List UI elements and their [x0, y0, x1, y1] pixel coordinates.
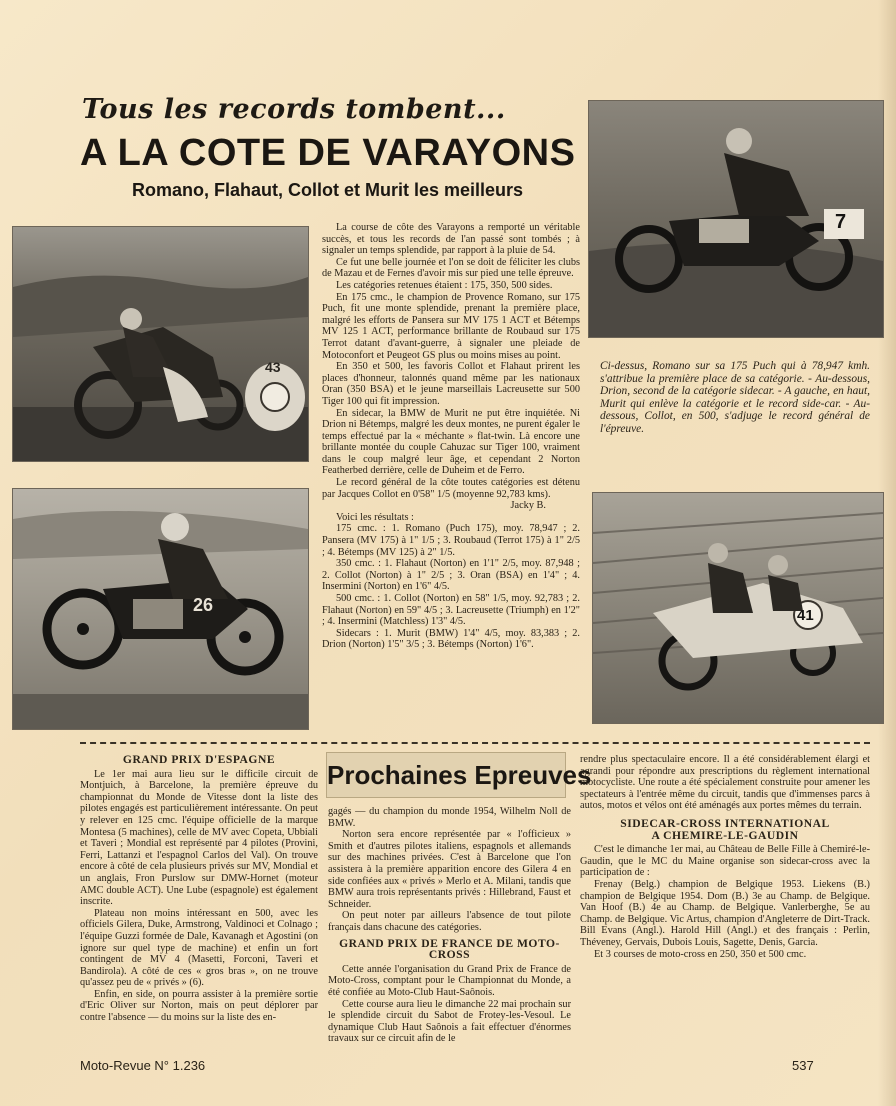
photo-sidecar-drion	[592, 492, 884, 724]
gp-france-paragraph: Cette année l'organisation du Grand Prix de France de Moto-Cross, comptant pour le Championnat du Monde, a été confiée au Moto-Club Haut-Saônois.	[328, 963, 571, 998]
article-paragraph: En 175 cmc., le champion de Provence Romano, sur 175 Puch, fit une monte splendide, prenant la première place, malgré les efforts de Pansera sur MV 175 1 ACT et Bétemps MV 125 1 ACT, performance brillante de Roubaud sur 175 Terrot datant d'avant-guerre, à signaler une pleiade de Motoconfort et Peugeot GS plus ou moins mises au point.	[322, 291, 580, 361]
sidecar-cross-paragraph: Frenay (Belg.) champion de Belgique 1953. Liekens (B.) champion de Belgique 1954. Dom (B.) 3e au Champ. de Belgique. Van Hoof (B.) 4e au Champ. de Belgique. Vanlerberghe, 5e au Champ. de Belgique. Vic Artus, champion d'Angleterre de Dirt-Track. Bill Evans (Angl.). Harold Hill (Angl.) et des français : Perlin, Théveney, Gervais, Dubois Louis, Sagette, Denis, Garcia.	[580, 878, 870, 948]
article-paragraph: Ce fut une belle journée et l'on se doit de féliciter les clubs de Mazau et de Fernes d'avoir mis sur pied une telle épreuve.	[322, 256, 580, 280]
article-paragraph: Les catégories retenues étaient : 175, 350, 500 sides.	[336, 279, 553, 291]
photo-caption: Ci-dessus, Romano sur sa 175 Puch qui à 78,947 kmh. s'attribue la première place de sa catégorie. - Au-dessous, Drion, second de la catégorie sidecar. - A gauche, en haut, Murit qui enlève la catégorie et le record side-car. - Au-dessous, Collot, en 500, s'adjuge le record général de l'épreuve.	[600, 360, 870, 435]
footer-magazine-issue: Moto-Revue N° 1.236	[80, 1058, 206, 1073]
gp-france-paragraph: Cette course aura lieu le dimanche 22 mai prochain sur le splendide circuit du Sabot de Frotey-les-Vesoul. Le dynamique Club Haut Saônois a fait effectuer d'énormes travaux sur ce circuit afin de le	[328, 998, 571, 1045]
article-paragraph: En 350 et 500, les favoris Collot et Flahaut prirent les places d'honneur, talonnés quand même par les nationaux Oran (350 BSA) et le jeune marseillais Lacreusette sur 500 Tiger 100 qui fit impression.	[322, 361, 580, 407]
right-intro-paragraph: rendre plus spectaculaire encore. Il a été considérablement élargi et agrandi pour répondre aux prescriptions du règlement international motocycliste. Une route a été spécialement construite pour amener les spectateurs à l'entrée même du circuit, tandis que d'immenses parcs à autos, motos et vélos ont été aménagés aux portes mêmes du terrain.	[580, 754, 870, 812]
bike-number-26: 26	[193, 595, 214, 615]
article-paragraph: La course de côte des Varayons a remporté un véritable succès, et tous les records de l'an passé sont tombés ; à signaler un temps splendide, par rapport à la pluie de 54.	[322, 222, 580, 257]
result-line: 175 cmc. : 1. Romano (Puch 175), moy. 78,947 ; 2. Pansera (MV 175) à 1" 1/5 ; 3. Roubaud (Terrot 175) à 1" 2/5 ; 4. Bétemps (MV 125) à 2" 1/5.	[322, 523, 580, 558]
section-divider	[80, 742, 870, 746]
photo-solo-collot-image	[13, 489, 308, 729]
gp-espagne-paragraph: Plateau non moins intéressant en 500, avec les officiels Gilera, Duke, Armstrong, Valdinoci et Colnago ; l'équipe Guzzi formée de Dale, Kavanagh et Agostini (on ignore sur quel type de machine) et enfin un fort contingent de MV 4 (Masetti, Forconi, Taveri et Bandirola). A côté de ces « gros bras », on ne trouve qu'assez peu de « privés » (6).	[80, 907, 318, 989]
middle-column	[328, 806, 571, 1060]
photo-solo-collot	[12, 488, 309, 730]
sidecar-cross-paragraph: Et 3 courses de moto-cross en 250, 350 et 500 cmc.	[594, 948, 807, 960]
gp-espagne-paragraph: Le 1er mai aura lieu sur le difficile circuit de Montjuich, à Barcelone, la première épreuve du championnat du Monde de Vitesse dont la liste des pilotes engagés est particulièrement intéressante. On peut y relever en 125 cmc. l'équipe officielle de la marque Montesa (5 machines), celle de MV avec Copeta, Ubbiali et Taveri ; Mondial est représenté par 4 pilotes (Provini, Ferri, Lattanzi et l'espagnol Carlos del Val). On trouve encore à côté de cela plusieurs privés sur MV, Mondial et un anglais, Fron Purslow sur DMW-Hornet (moteur AMC double ACT). Une Lube (espagnole) est également inscrite.	[80, 768, 318, 908]
bike-number-7: 7	[835, 211, 847, 233]
prochaines-epreuves-title: Prochaines Epreuves	[326, 752, 566, 798]
kicker-headline: Tous les records tombent...	[82, 94, 506, 125]
sidecar-number-41: 41	[797, 607, 814, 624]
middle-paragraph: On peut noter par ailleurs l'absence de tout pilote français dans chacune des catégories.	[328, 910, 571, 933]
article-paragraph: Le record général de la côte toutes catégories est détenu par Jacques Collot en 0'58" 1/5 (moyenne 92,783 kms).	[322, 477, 580, 500]
result-line: Sidecars : 1. Murit (BMW) 1'4" 4/5, moy. 83,383 ; 2. Drion (Norton) 1'5" 3/5 ; 3. Bétemps (Norton) 1'6".	[322, 627, 580, 651]
right-column	[580, 754, 870, 1060]
photo-sidecar-murit	[12, 226, 309, 462]
photo-sidecar-murit-image	[13, 227, 308, 461]
photo-sidecar-drion-image	[593, 493, 883, 723]
result-line: 350 cmc. : 1. Flahaut (Norton) en 1'1" 2/5, moy. 87,948 ; 2. Collot (Norton) à 1" 2/5 ; 3. Oran (BSA) en 1'4" ; 4. Insermini (Norton) en 1'6" 4/5.	[322, 558, 580, 593]
main-article	[322, 222, 580, 736]
gp-espagne-heading: GRAND PRIX D'ESPAGNE	[122, 754, 276, 766]
sidecar-cross-heading: SIDECAR-CROSS INTERNATIONAL A CHEMIRE-LE-GAUDIN	[620, 816, 830, 842]
article-paragraph: En sidecar, la BMW de Murit ne put être inquiétée. Ni Drion ni Bétemps, malgré les deux montes, ne purent égaler le temps effectué par la « méchante » flat-twin. Là encore une brillante montée du couple Cahuzac sur Tiger 100, vraiment dans le coup malgré leur âge, et cependant 2 Norton Featherbed derrière, celle de Duheim et de Ferro.	[322, 407, 580, 477]
article-signature: Jacky B.	[510, 500, 546, 512]
middle-paragraph: Norton sera encore représentée par « l'officieux » Smith et d'autres pilotes italiens, espagnols et allemands sur des machines privées. C'est à Barcelone que l'on assistera à la première apparition encore des Gilera 4 en side confiées aux « privés » Merlo et A. Milani, tandis que BMW aura trois représentants privés : Hillebrand, Faust et Schneider.	[328, 829, 571, 910]
sidecar-cross-paragraph: C'est le dimanche 1er mai, au Château de Belle Fille à Chemiré-le-Gaudin, que le MC du Maine organise son sidecar-cross avec la participation de :	[580, 844, 870, 879]
footer-page-number: 537	[792, 1058, 814, 1073]
middle-paragraph: gagés — du champion du monde 1954, Wilhelm Noll de BMW.	[328, 806, 571, 829]
subtitle: Romano, Flahaut, Collot et Murit les meilleurs	[132, 180, 524, 200]
main-title: A LA COTE DE VARAYONS	[80, 132, 576, 174]
gp-espagne-paragraph: Enfin, en side, on pourra assister à la première sortie d'Eric Oliver sur Norton, mais on peut déplorer par contre l'absence — du moins sur la liste des en-	[80, 988, 318, 1024]
gp-espagne-column	[80, 754, 318, 1060]
gp-france-heading: GRAND PRIX DE FRANCE DE MOTO-CROSS	[339, 936, 560, 962]
results-heading: Voici les résultats :	[336, 511, 414, 523]
sidecar-number-43: 43	[265, 359, 281, 375]
photo-solo-romano	[588, 100, 884, 338]
result-line: 500 cmc. : 1. Collot (Norton) en 58" 1/5, moy. 92,783 ; 2. Flahaut (Norton) en 59" 4/5 ; 3. Lacreusette (Triumph) en 1'2" ; 4. Insermini (Matchless) 1'3" 4/5.	[322, 593, 580, 628]
